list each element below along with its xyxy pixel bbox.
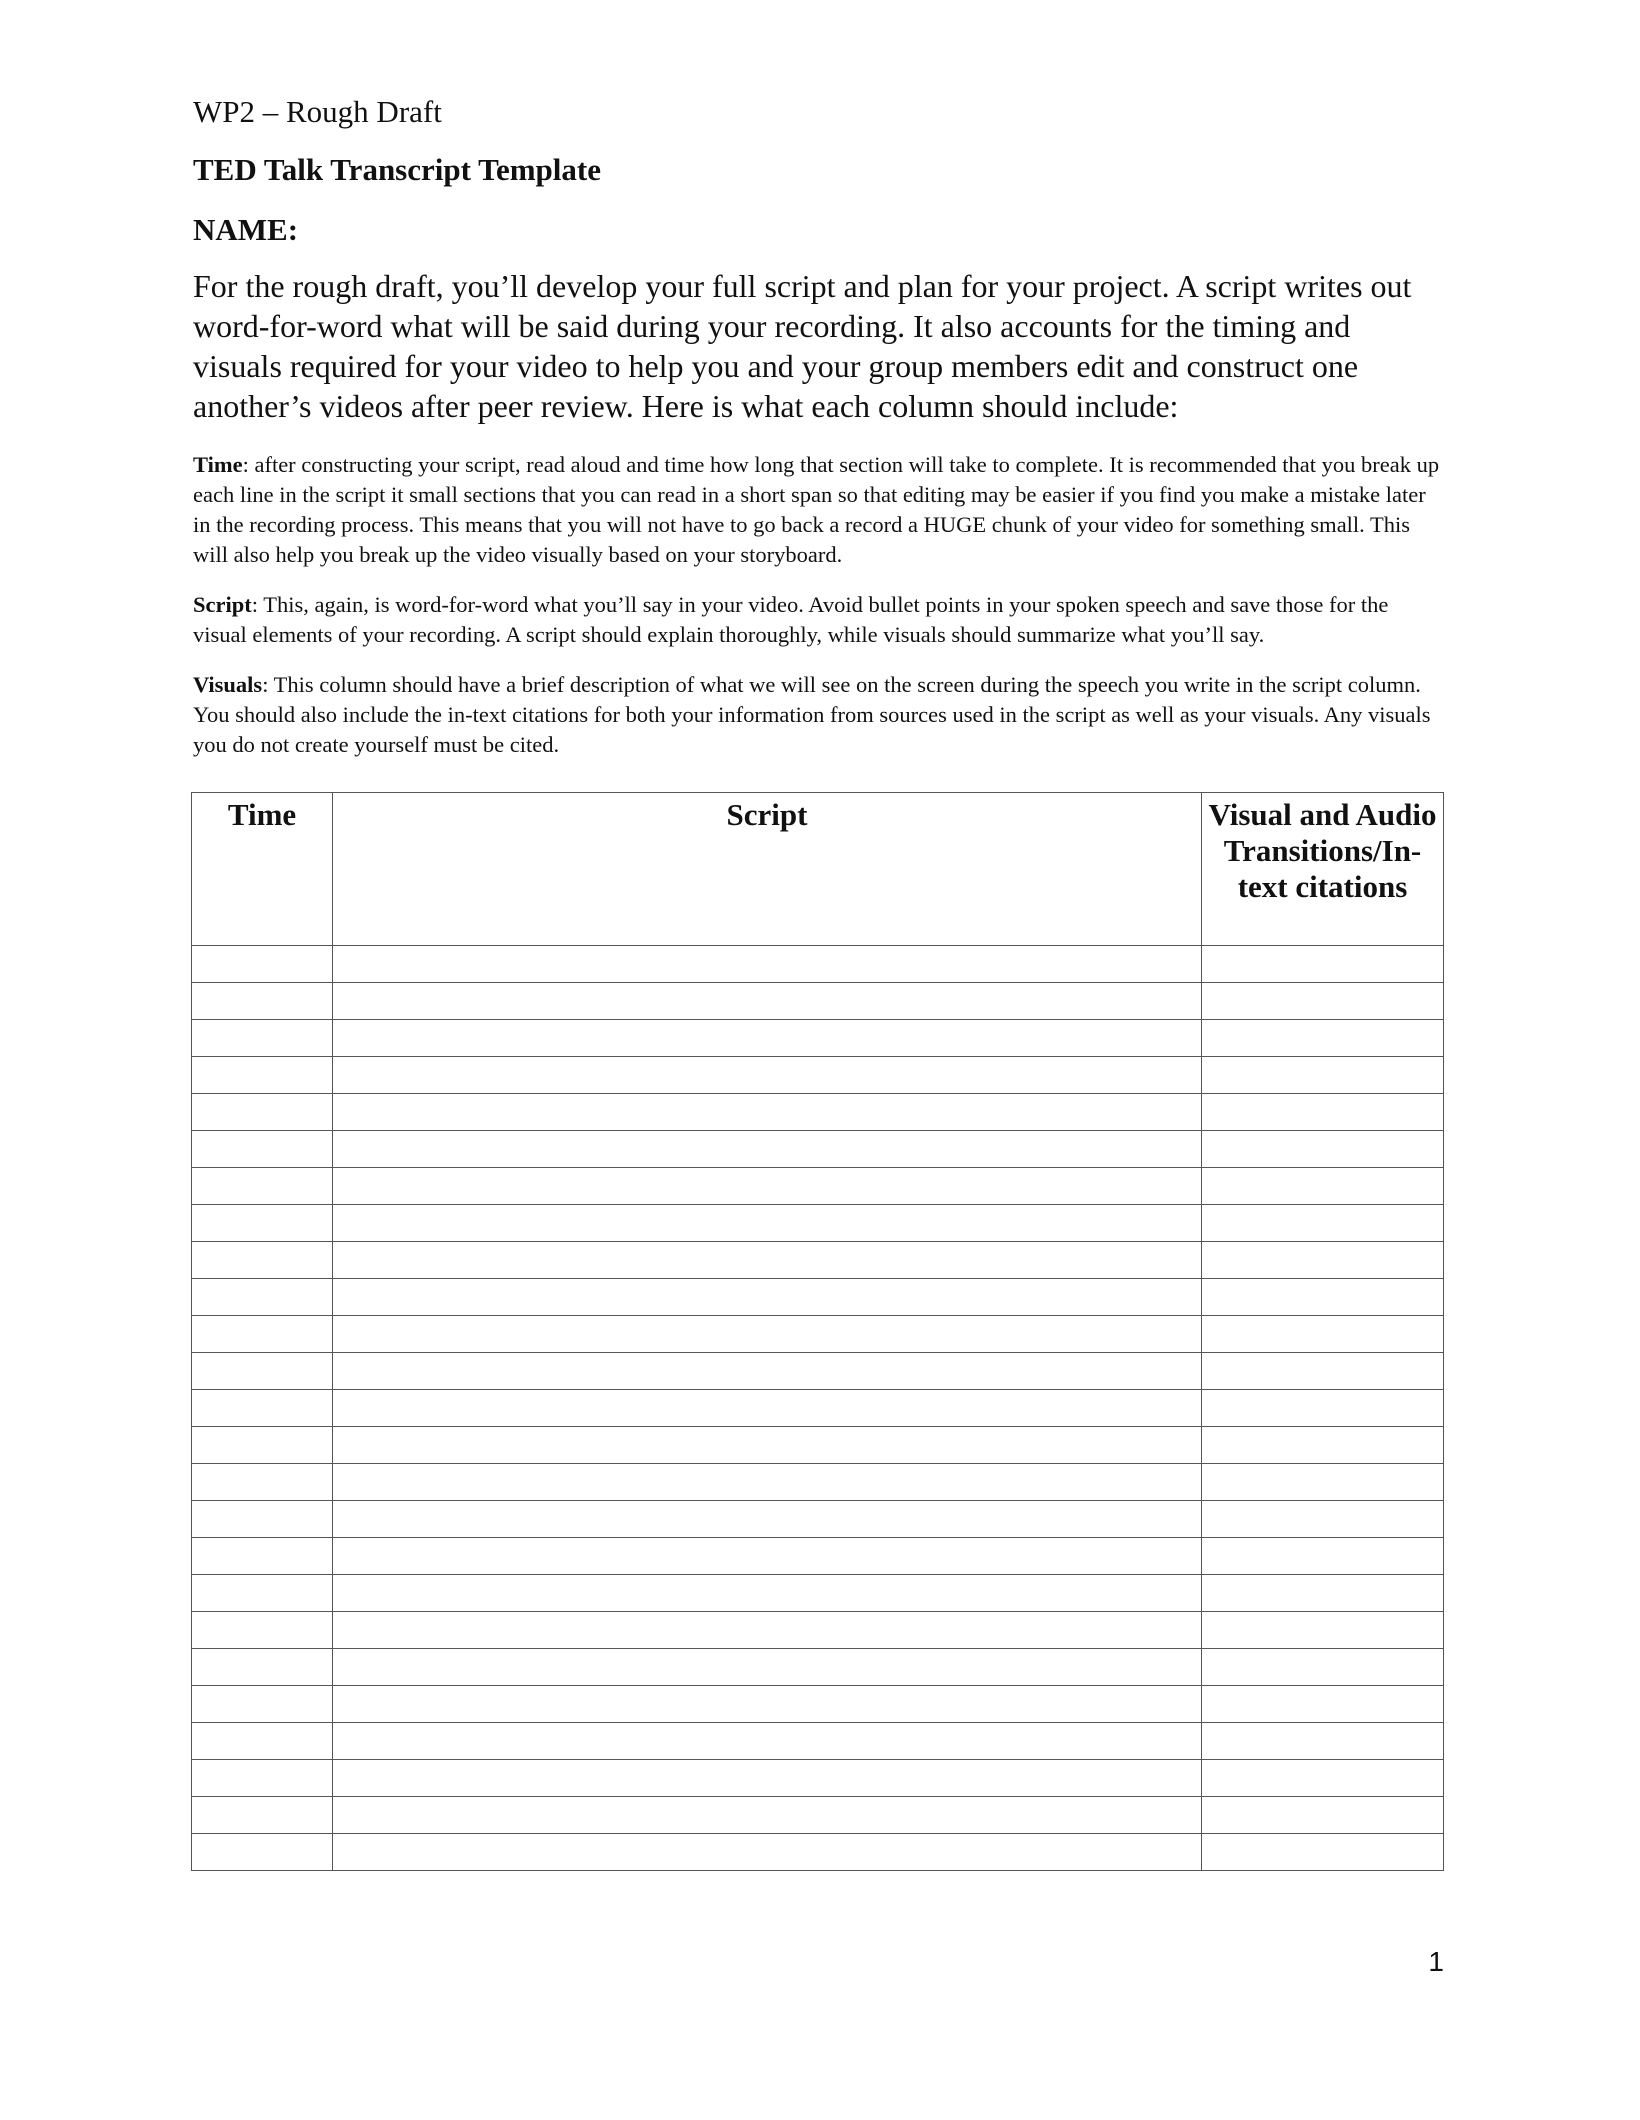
script-cell[interactable] [333, 1501, 1202, 1538]
time-column-description [193, 450, 1443, 570]
table-row [192, 1723, 1444, 1760]
time-cell[interactable] [192, 1464, 333, 1501]
time-cell[interactable] [192, 1279, 333, 1316]
table-row [192, 1427, 1444, 1464]
visuals-term: Visuals [193, 672, 263, 697]
time-cell[interactable] [192, 1834, 333, 1871]
script-cell[interactable] [333, 1427, 1202, 1464]
visuals-cell[interactable] [1202, 1390, 1444, 1427]
intro-paragraph: For the rough draft, you’ll develop your full script and plan for your project. A script writes out word-for-word what will be said during your recording. It also accounts for the timing and visuals required for your video to help you and your group members edit and construct one another’s videos after peer review. Here is what each column should include: [193, 268, 1412, 424]
script-column-header: Script [333, 793, 1202, 946]
time-cell[interactable] [192, 983, 333, 1020]
table-row [192, 1760, 1444, 1797]
time-column-header: Time [192, 793, 333, 946]
visuals-cell[interactable] [1202, 1538, 1444, 1575]
document-title: TED Talk Transcript Template [193, 152, 601, 187]
script-cell[interactable] [333, 1242, 1202, 1279]
script-column-description [193, 590, 1443, 650]
page-number: 1 [1428, 1946, 1444, 1977]
table-row [192, 1834, 1444, 1871]
document-page [193, 92, 1443, 780]
visuals-cell[interactable] [1202, 1612, 1444, 1649]
table-row [192, 1020, 1444, 1057]
script-cell[interactable] [333, 1538, 1202, 1575]
visuals-cell[interactable] [1202, 1094, 1444, 1131]
table-row [192, 1242, 1444, 1279]
script-cell[interactable] [333, 1094, 1202, 1131]
time-cell[interactable] [192, 1168, 333, 1205]
script-cell[interactable] [333, 1723, 1202, 1760]
visuals-cell[interactable] [1202, 1020, 1444, 1057]
script-term: Script [193, 592, 252, 617]
time-cell[interactable] [192, 1760, 333, 1797]
time-cell[interactable] [192, 1316, 333, 1353]
visuals-cell[interactable] [1202, 1168, 1444, 1205]
script-cell[interactable] [333, 1390, 1202, 1427]
visuals-cell[interactable] [1202, 1057, 1444, 1094]
script-cell[interactable] [333, 983, 1202, 1020]
time-cell[interactable] [192, 1242, 333, 1279]
visuals-cell[interactable] [1202, 1353, 1444, 1390]
time-cell[interactable] [192, 946, 333, 983]
visuals-cell[interactable] [1202, 1427, 1444, 1464]
visuals-cell[interactable] [1202, 1723, 1444, 1760]
script-cell[interactable] [333, 1760, 1202, 1797]
time-cell[interactable] [192, 1797, 333, 1834]
time-cell[interactable] [192, 1094, 333, 1131]
table-row [192, 1168, 1444, 1205]
script-cell[interactable] [333, 1649, 1202, 1686]
table-row [192, 1205, 1444, 1242]
script-cell[interactable] [333, 1168, 1202, 1205]
visuals-cell[interactable] [1202, 983, 1444, 1020]
visuals-cell[interactable] [1202, 1464, 1444, 1501]
time-cell[interactable] [192, 1501, 333, 1538]
visuals-cell[interactable] [1202, 1686, 1444, 1723]
script-cell[interactable] [333, 1057, 1202, 1094]
course-header: WP2 – Rough Draft [193, 94, 442, 129]
table-row [192, 1649, 1444, 1686]
table-row [192, 1057, 1444, 1094]
script-cell[interactable] [333, 1131, 1202, 1168]
time-cell[interactable] [192, 1427, 333, 1464]
table-row [192, 1686, 1444, 1723]
script-cell[interactable] [333, 1316, 1202, 1353]
time-cell[interactable] [192, 1057, 333, 1094]
visuals-cell[interactable] [1202, 1131, 1444, 1168]
visuals-cell[interactable] [1202, 1242, 1444, 1279]
visuals-cell[interactable] [1202, 1205, 1444, 1242]
visuals-cell[interactable] [1202, 1501, 1444, 1538]
visuals-description-text: : This column should have a brief description of what we will see on the screen during the speech you write in the script column. You should also include the in-text citations for both your information from sources used in the script as well as your visuals. Any visuals you do not create yourself must be cited. [193, 672, 1431, 757]
visuals-cell[interactable] [1202, 1760, 1444, 1797]
table-header-row [192, 793, 1444, 946]
script-cell[interactable] [333, 1205, 1202, 1242]
script-cell[interactable] [333, 1575, 1202, 1612]
script-cell[interactable] [333, 1464, 1202, 1501]
table-row [192, 1353, 1444, 1390]
time-cell[interactable] [192, 1686, 333, 1723]
time-cell[interactable] [192, 1020, 333, 1057]
script-description-text: : This, again, is word-for-word what you’ll say in your video. Avoid bullet points in your spoken speech and save those for the visual elements of your recording. A script should explain thoroughly, while visuals should summarize what you’ll say. [193, 592, 1389, 647]
visuals-column-header: Visual and Audio Transitions/In-text citations [1202, 793, 1444, 946]
visuals-cell[interactable] [1202, 1575, 1444, 1612]
table-row [192, 1390, 1444, 1427]
table-row [192, 1538, 1444, 1575]
script-cell[interactable] [333, 1612, 1202, 1649]
script-cell[interactable] [333, 1686, 1202, 1723]
visuals-cell[interactable] [1202, 946, 1444, 983]
table-row [192, 1131, 1444, 1168]
table-row [192, 1464, 1444, 1501]
time-cell[interactable] [192, 1649, 333, 1686]
time-cell[interactable] [192, 1131, 333, 1168]
script-cell[interactable] [333, 1279, 1202, 1316]
script-cell[interactable] [333, 946, 1202, 983]
visuals-cell[interactable] [1202, 1834, 1444, 1871]
table-row [192, 983, 1444, 1020]
table-row [192, 1575, 1444, 1612]
table-row [192, 1279, 1444, 1316]
visuals-cell[interactable] [1202, 1797, 1444, 1834]
time-term: Time [193, 452, 243, 477]
name-field-label: NAME: [193, 212, 299, 247]
time-cell[interactable] [192, 1390, 333, 1427]
table-row [192, 1797, 1444, 1834]
time-cell[interactable] [192, 1205, 333, 1242]
script-cell[interactable] [333, 1020, 1202, 1057]
time-cell[interactable] [192, 1575, 333, 1612]
transcript-table [191, 792, 1444, 1871]
table-row [192, 1094, 1444, 1131]
visuals-cell[interactable] [1202, 1316, 1444, 1353]
table-row [192, 1612, 1444, 1649]
time-cell[interactable] [192, 1612, 333, 1649]
table-row [192, 946, 1444, 983]
visuals-column-description [193, 670, 1443, 760]
script-cell[interactable] [333, 1834, 1202, 1871]
time-description-text: : after constructing your script, read aloud and time how long that section will take to complete. It is recommended that you break up each line in the script it small sections that you can read in a short span so that editing may be easier if you find you make a mistake later in the recording process. This means that you will not have to go back a record a HUGE chunk of your video for something small. This will also help you break up the video visually based on your storyboard. [193, 452, 1440, 567]
time-cell[interactable] [192, 1538, 333, 1575]
visuals-cell[interactable] [1202, 1279, 1444, 1316]
script-cell[interactable] [333, 1353, 1202, 1390]
visuals-cell[interactable] [1202, 1649, 1444, 1686]
time-cell[interactable] [192, 1723, 333, 1760]
table-body [192, 946, 1444, 1871]
time-cell[interactable] [192, 1353, 333, 1390]
table-row [192, 1501, 1444, 1538]
script-cell[interactable] [333, 1797, 1202, 1834]
table-row [192, 1316, 1444, 1353]
